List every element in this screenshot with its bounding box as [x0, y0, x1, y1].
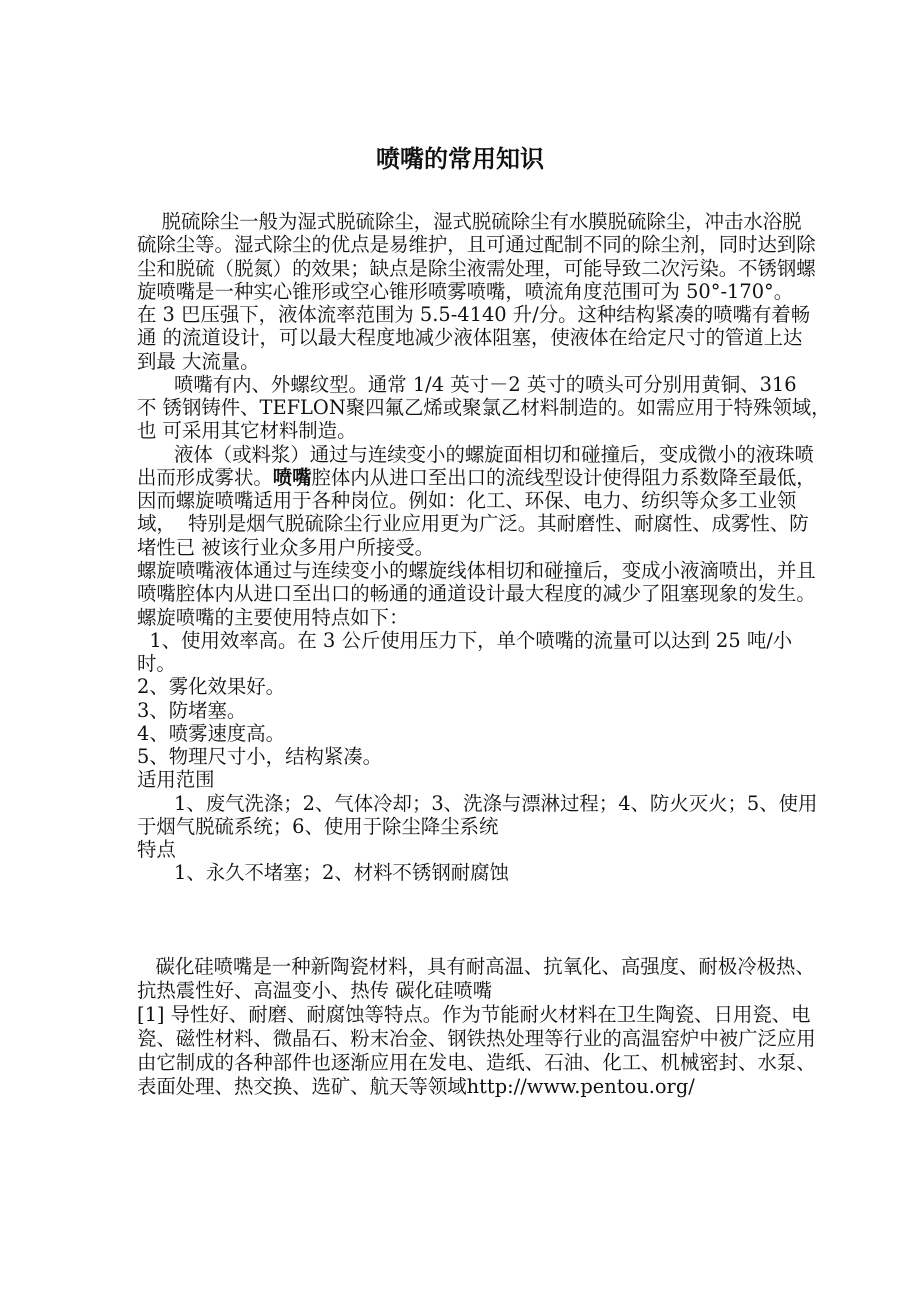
bold-keyword: 喷嘴 [272, 465, 312, 489]
text-fragment: 腔体内从进口至出口的流线型设计使得阻力系数降至最低， [311, 465, 816, 489]
text-line: 域， 特别是烟气脱硫除尘行业应用更为广泛。其耐磨性、耐腐性、成雾性、防 [137, 512, 809, 536]
list-item: 1、使用效率高。在 3 公斤使用压力下，单个喷嘴的流量可以达到 25 吨/小 [137, 628, 793, 652]
text-line: 喷嘴有内、外螺纹型。通常 1/4 英寸－2 英寸的喷头可分别用黄铜、316 [137, 372, 797, 396]
text-line: 到最 大流量。 [137, 349, 260, 373]
text-line: 在 3 巴压强下，液体流率范围为 5.5-4140 升/分。这种结构紧凑的喷嘴有着畅 [137, 303, 811, 327]
text-line: 于烟气脱硫系统；6、使用于除尘降尘系统 [137, 814, 499, 838]
page-title: 喷嘴的常用知识 [376, 145, 544, 173]
list-item: 3、防堵塞。 [137, 698, 247, 722]
text-line: 碳化硅喷嘴是一种新陶瓷材料，具有耐高温、抗氧化、高强度、耐极冷极热、 [137, 955, 815, 978]
subheading-scope: 适用范围 [137, 768, 215, 792]
list-item: 2、雾化效果好。 [137, 675, 286, 699]
text-line: 通 的流道设计，可以最大程度地减少液体阻塞，使液体在给定尺寸的管道上达 [137, 326, 803, 350]
list-item: 4、喷雾速度高。 [137, 721, 286, 745]
text-line: 不 锈钢铸件、TEFLON聚四氟乙烯或聚氯乙材料制造的。如需应用于特殊领域， [137, 396, 831, 420]
text-line: 喷嘴腔体内从进口至出口的畅通的通道设计最大程度的减少了阻塞现象的发生。 [137, 582, 816, 606]
text-line: 尘和脱硫（脱氮）的效果；缺点是除尘液需处理，可能导致二次污染。不锈钢螺 [137, 256, 816, 280]
text-line: 脱硫除尘一般为湿式脱硫除尘，湿式脱硫除尘有水膜脱硫除尘，冲击水浴脱 [137, 210, 802, 233]
text-line: 堵性已 被该行业众多用户所接受。 [137, 535, 435, 559]
text-line: 抗热震性好、高温变小、热传 碳化硅喷嘴 [137, 979, 493, 1002]
list-item: 5、物理尺寸小，结构紧凑。 [137, 745, 383, 769]
text-line: 时。 [137, 652, 176, 676]
text-line: 因而螺旋喷嘴适用于各种岗位。例如：化工、环保、电力、纺织等众多工业领 [137, 489, 797, 513]
text-line-with-url: 表面处理、热交换、选矿、航天等领域http://www.pentou.org/ [137, 1075, 695, 1098]
text-line-with-bold [137, 465, 816, 489]
body-section-nozzle-basics [137, 210, 831, 885]
text-line: 瓷、磁性材料、微晶石、粉末冶金、钢铁热处理等行业的高温窑炉中被广泛应用 [137, 1027, 816, 1050]
subheading-features: 特点 [137, 838, 176, 862]
text-fragment: 出而形成雾状。 [137, 465, 273, 489]
text-line: 由它制成的各种部件也逐渐应用在发电、造纸、石油、化工、机械密封、水泵、 [137, 1051, 816, 1074]
text-line: 螺旋喷嘴的主要使用特点如下： [137, 605, 409, 629]
text-line: 旋喷嘴是一种实心锥形或空心锥形喷雾喷嘴，喷流角度范围可为 50°-170°。 [137, 279, 794, 303]
text-line: 1、永久不堵塞；2、材料不锈钢耐腐蚀 [137, 861, 509, 885]
text-line: 也 可采用其它材料制造。 [137, 419, 357, 443]
body-section-silicon-carbide [137, 955, 816, 1099]
text-line: 螺旋喷嘴液体通过与连续变小的螺旋线体相切和碰撞后，变成小液滴喷出，并且 [137, 558, 816, 582]
text-line: [1] 导性好、耐磨、耐腐蚀等特点。作为节能耐火材料在卫生陶瓷、日用瓷、电 [137, 1003, 811, 1026]
text-line: 硫除尘等。湿式除尘的优点是易维护，且可通过配制不同的除尘剂，同时达到除 [137, 233, 816, 257]
text-line: 1、废气洗涤；2、气体冷却；3、洗涤与漂淋过程；4、防火灭火；5、使用 [137, 791, 818, 815]
text-line: 液体（或料浆）通过与连续变小的螺旋面相切和碰撞后，变成微小的液珠喷 [137, 442, 814, 466]
